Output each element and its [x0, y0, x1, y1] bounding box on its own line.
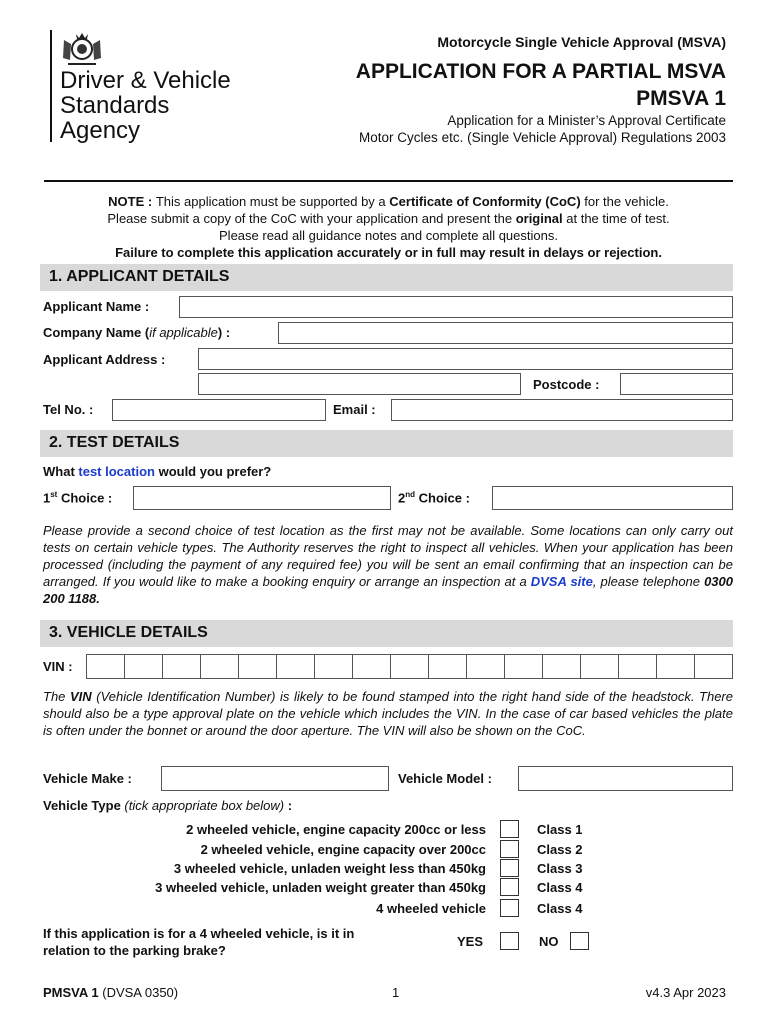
- vin-char-cell[interactable]: [467, 655, 505, 678]
- form-ref: (DVSA 0350): [98, 985, 179, 1000]
- vin-char-cell[interactable]: [125, 655, 163, 678]
- yes-checkbox[interactable]: [500, 932, 519, 950]
- royal-crest-icon: [58, 30, 106, 68]
- vehicle-type-label: [43, 798, 292, 813]
- label-text: 1: [43, 490, 51, 506]
- vin-char-cell[interactable]: [619, 655, 657, 678]
- label-text: :: [284, 798, 293, 813]
- yes-label: YES: [457, 934, 484, 949]
- test-location-link[interactable]: test location: [78, 464, 155, 479]
- vin-char-cell[interactable]: [201, 655, 239, 678]
- vehicle-type-1-desc: 2 wheeled vehicle, engine capacity 200cc or less: [186, 822, 486, 837]
- vin-char-cell[interactable]: [543, 655, 581, 678]
- vehicle-type-5-desc: 4 wheeled vehicle: [376, 901, 486, 916]
- section-test-heading: 2. TEST DETAILS: [40, 430, 733, 457]
- logo-divider: [50, 30, 52, 142]
- note-original: original: [515, 211, 563, 226]
- vin-char-cell[interactable]: [87, 655, 125, 678]
- second-choice-label: [398, 490, 470, 505]
- vehicle-make-label: Vehicle Make :: [43, 771, 132, 786]
- page-subtitle: [359, 112, 726, 146]
- label-text: Vehicle Type: [43, 798, 121, 813]
- phone-number: 0300 200 1188.: [43, 574, 733, 606]
- subtitle-line-1: Application for a Minister’s Approval Certificate: [447, 113, 726, 128]
- vehicle-type-4-checkbox[interactable]: [500, 878, 519, 896]
- vin-field[interactable]: [86, 654, 733, 679]
- vin-char-cell[interactable]: [505, 655, 543, 678]
- question-line: relation to the parking brake?: [43, 943, 226, 958]
- agency-line: Driver & Vehicle: [60, 67, 231, 94]
- section-vehicle-heading: 3. VEHICLE DETAILS: [40, 620, 733, 647]
- guidance-text: (Vehicle Identification Number) is likely to be found stamped into the right hand side of the headstock. There should also be a type approval plate on the vehicle which includes the VIN. In the case of car based vehicles the plate is often under the bonnet or around the door aperture. The VIN will also be shown on the CoC.: [43, 689, 733, 738]
- note-block: [44, 193, 733, 261]
- vin-emphasis: VIN: [69, 689, 92, 704]
- vehicle-type-3-desc: 3 wheeled vehicle, unladen weight less than 450kg: [173, 861, 486, 876]
- dvsa-site-link[interactable]: DVSA site: [530, 574, 593, 589]
- address-line-1-field[interactable]: [198, 348, 733, 370]
- note-text: at the time of test.: [562, 211, 670, 226]
- vehicle-type-2-desc: 2 wheeled vehicle, engine capacity over 200cc: [200, 842, 486, 857]
- company-name-field[interactable]: [278, 322, 733, 344]
- note-line-3: Please read all guidance notes and complete all questions.: [219, 228, 558, 243]
- label-text: Choice :: [415, 490, 470, 506]
- test-location-question: [43, 464, 271, 479]
- vehicle-type-5-class: Class 4: [537, 901, 583, 916]
- applicant-address-label: Applicant Address :: [43, 352, 166, 367]
- company-name-label: Company Name (if applicable) :: [43, 325, 231, 340]
- vehicle-type-1-class: Class 1: [537, 822, 583, 837]
- postcode-field[interactable]: [620, 373, 733, 395]
- email-label: Email :: [333, 402, 376, 417]
- email-field[interactable]: [391, 399, 733, 421]
- guidance-text: Please provide a second choice of test location as the first may not be available. Some locations can only carry out tests on certain vehicle types. The Authority reserves the right to inspect all vehicles. When your application has been processed (including the payment of any required fee) you will be sent an email confirming that an inspection can be arranged. If you would like to make a booking enquiry or arrange an inspection at a: [43, 523, 733, 589]
- guidance-text: The: [43, 689, 70, 704]
- label-sup: st: [50, 490, 58, 499]
- vehicle-type-2-class: Class 2: [537, 842, 583, 857]
- note-text: This application must be supported by a: [155, 194, 390, 209]
- title-line-1: APPLICATION FOR A PARTIAL MSVA: [355, 60, 726, 83]
- note-line-2: [44, 210, 733, 227]
- vehicle-type-4-desc: 3 wheeled vehicle, unladen weight greater than 450kg: [155, 880, 486, 895]
- label-text: 2: [398, 490, 406, 506]
- vehicle-type-5-checkbox[interactable]: [500, 899, 519, 917]
- vin-char-cell[interactable]: [657, 655, 695, 678]
- header-rule: [44, 180, 733, 182]
- vehicle-type-2-checkbox[interactable]: [500, 840, 519, 858]
- title-line-2: PMSVA 1: [636, 87, 726, 110]
- vin-char-cell[interactable]: [695, 655, 732, 678]
- question-text: What: [43, 464, 79, 479]
- vin-char-cell[interactable]: [581, 655, 619, 678]
- version-label: v4.3 Apr 2023: [645, 985, 726, 1000]
- vin-guidance: [43, 688, 733, 739]
- vin-char-cell[interactable]: [391, 655, 429, 678]
- address-line-2-field[interactable]: [198, 373, 521, 395]
- postcode-label: Postcode :: [533, 377, 600, 392]
- first-choice-label: [43, 490, 112, 505]
- tel-label: Tel No. :: [43, 402, 94, 417]
- vin-char-cell[interactable]: [277, 655, 315, 678]
- footer-form-code: [43, 985, 178, 1000]
- parking-brake-question: [43, 925, 354, 959]
- first-choice-field[interactable]: [133, 486, 391, 510]
- vin-char-cell[interactable]: [353, 655, 391, 678]
- vin-char-cell[interactable]: [315, 655, 353, 678]
- note-text: for the vehicle.: [580, 194, 669, 209]
- applicant-name-field[interactable]: [179, 296, 733, 318]
- vehicle-type-3-checkbox[interactable]: [500, 859, 519, 877]
- page-number: 1: [392, 985, 400, 1000]
- vehicle-model-field[interactable]: [518, 766, 733, 791]
- agency-line: Standards: [60, 92, 170, 119]
- second-choice-field[interactable]: [492, 486, 733, 510]
- question-text: would you prefer?: [154, 464, 272, 479]
- company-label-text: Company Name: [43, 325, 142, 340]
- guidance-text: , please telephone: [592, 574, 705, 589]
- section-applicant-heading: 1. APPLICANT DETAILS: [40, 264, 733, 291]
- label-sup: nd: [405, 490, 416, 499]
- test-location-guidance: [43, 522, 733, 607]
- note-coc: Certificate of Conformity (CoC): [389, 194, 581, 209]
- question-line: If this application is for a 4 wheeled vehicle, is it in: [43, 926, 355, 941]
- vin-char-cell[interactable]: [239, 655, 277, 678]
- label-text: Choice :: [57, 490, 113, 506]
- agency-name: [60, 68, 231, 143]
- vehicle-model-label: Vehicle Model :: [398, 771, 492, 786]
- form-code: PMSVA 1: [43, 985, 99, 1000]
- applicant-name-label: Applicant Name :: [43, 299, 150, 314]
- subtitle-line-2: Motor Cycles etc. (Single Vehicle Approval) Regulations 2003: [359, 130, 726, 145]
- vin-char-cell[interactable]: [429, 655, 467, 678]
- vin-label: VIN :: [43, 659, 73, 674]
- note-line-1: [44, 193, 733, 210]
- no-checkbox[interactable]: [570, 932, 589, 950]
- note-text: Please submit a copy of the CoC with your application and present the: [107, 211, 516, 226]
- vehicle-make-field[interactable]: [161, 766, 389, 791]
- no-label: NO: [539, 934, 559, 949]
- tel-field[interactable]: [112, 399, 326, 421]
- page-title: [356, 58, 726, 112]
- agency-line: Agency: [60, 117, 141, 144]
- vehicle-type-4-class: Class 4: [537, 880, 583, 895]
- note-line-4: Failure to complete this application accurately or in full may result in delays or rejection.: [115, 245, 662, 260]
- vehicle-type-3-class: Class 3: [537, 861, 583, 876]
- vin-char-cell[interactable]: [163, 655, 201, 678]
- vehicle-type-1-checkbox[interactable]: [500, 820, 519, 838]
- company-hint: if applicable: [149, 325, 218, 340]
- form-series: Motorcycle Single Vehicle Approval (MSVA): [437, 34, 726, 50]
- vehicle-type-hint: (tick appropriate box below): [124, 798, 285, 813]
- note-prefix: NOTE :: [108, 194, 156, 209]
